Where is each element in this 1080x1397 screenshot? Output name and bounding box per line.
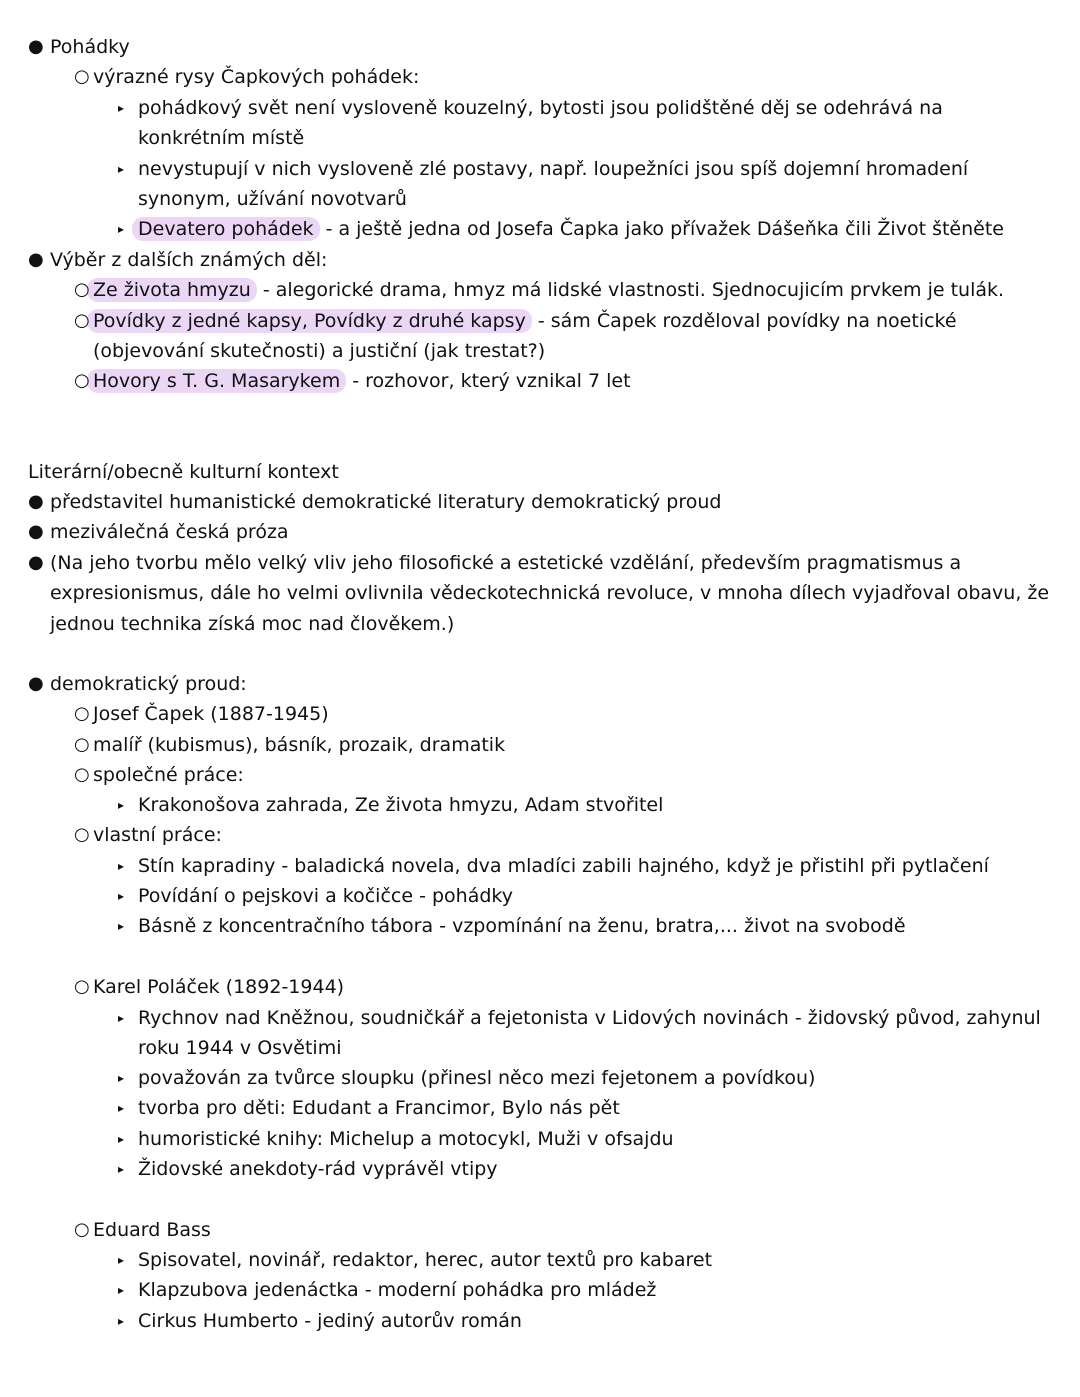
line-text: Povídání o pejskovi a kočičce - pohádky	[138, 885, 513, 907]
line-text: konkrétním místě	[138, 127, 305, 149]
bullet-icon: ●	[28, 673, 44, 694]
bullet-icon: ○	[74, 976, 90, 997]
bullet-icon: ●	[28, 552, 44, 573]
bullet-icon: ▸	[118, 1283, 125, 1297]
bullet-icon: ▸	[118, 889, 125, 903]
line-text: Židovské anekdoty-rád vyprávěl vtipy	[138, 1158, 498, 1180]
bullet-icon: ▸	[118, 162, 125, 176]
text-line	[0, 184, 1080, 214]
line-text: představitel humanistické demokratické literatury demokratický proud	[50, 491, 722, 513]
bullet-icon: ○	[74, 279, 90, 300]
list-item	[0, 548, 1080, 578]
list-item	[0, 730, 1080, 760]
bullet-icon: ▸	[118, 919, 125, 933]
bullet-icon: ○	[74, 764, 90, 785]
line-text: výrazné rysy Čapkových pohádek:	[93, 66, 420, 88]
highlighted-title: Povídky z jedné kapsy, Povídky z druhé kapsy	[87, 309, 532, 333]
bullet-icon: ●	[28, 491, 44, 512]
list-item	[0, 820, 1080, 850]
list-item	[0, 1093, 1080, 1123]
bullet-icon: ○	[74, 703, 90, 724]
text-line	[0, 123, 1080, 153]
list-item	[0, 154, 1080, 184]
line-text: synonym, užívání novotvarů	[138, 188, 407, 210]
list-item	[0, 790, 1080, 820]
line-text: malíř (kubismus), básník, prozaik, dramatik	[93, 734, 506, 756]
text-line	[0, 578, 1080, 608]
line-text: Krakonošova zahrada, Ze života hmyzu, Adam stvořitel	[138, 794, 664, 816]
line-text: Eduard Bass	[93, 1219, 211, 1241]
highlighted-title: Devatero pohádek	[132, 217, 320, 241]
line-text: - a ještě jedna od Josefa Čapka jako přívažek Dášeňka čili Život štěněte	[319, 218, 1004, 240]
list-item	[0, 881, 1080, 911]
bullet-icon: ○	[74, 310, 90, 331]
list-item	[0, 699, 1080, 729]
list-item	[0, 517, 1080, 547]
list-item	[0, 487, 1080, 517]
line-text: vlastní práce:	[93, 824, 222, 846]
bullet-icon: ○	[74, 734, 90, 755]
line-text: (Na jeho tvorbu mělo velký vliv jeho filosofické a estetické vzdělání, především pragmatismus a	[50, 552, 962, 574]
list-item	[0, 1215, 1080, 1245]
list-item	[0, 760, 1080, 790]
line-text: - sám Čapek rozděloval povídky na noetické	[531, 310, 957, 332]
line-text: Výběr z dalších známých děl:	[50, 249, 328, 271]
bullet-icon: ●	[28, 36, 44, 57]
text-line	[0, 1033, 1080, 1063]
line-text: společné práce:	[93, 764, 244, 786]
line-text: Literární/obecně kulturní kontext	[28, 461, 339, 483]
list-item	[0, 32, 1080, 62]
line-text: Josef Čapek (1887-1945)	[93, 703, 329, 725]
bullet-icon: ▸	[118, 1011, 125, 1025]
bullet-icon: ▸	[118, 1253, 125, 1267]
line-text: Klapzubova jedenáctka - moderní pohádka pro mládež	[138, 1279, 657, 1301]
line-text: nevystupují v nich vysloveně zlé postavy, např. loupežníci jsou spíš dojemní hromadení	[138, 158, 969, 180]
list-item	[0, 972, 1080, 1002]
bullet-icon: ○	[74, 66, 90, 87]
list-item	[0, 214, 1080, 244]
line-text: meziválečná česká próza	[50, 521, 289, 543]
line-text: (objevování skutečnosti) a justiční (jak trestat?)	[93, 340, 546, 362]
list-item	[0, 1003, 1080, 1033]
list-item	[0, 911, 1080, 941]
list-item	[0, 245, 1080, 275]
bullet-icon: ▸	[118, 798, 125, 812]
bullet-icon: ○	[74, 824, 90, 845]
bullet-icon: ▸	[118, 1071, 125, 1085]
bullet-icon: ▸	[118, 859, 125, 873]
list-item	[0, 1245, 1080, 1275]
line-text: považován za tvůrce sloupku (přinesl něco mezi fejetonem a povídkou)	[138, 1067, 816, 1089]
bullet-icon: ▸	[118, 1314, 125, 1328]
list-item	[0, 1154, 1080, 1184]
list-item	[0, 1306, 1080, 1336]
line-text: roku 1944 v Osvětimi	[138, 1037, 342, 1059]
line-text: - alegorické drama, hmyz má lidské vlastnosti. Sjednocujicím prvkem je tulák.	[256, 279, 1005, 301]
text-line	[0, 609, 1080, 639]
list-item	[0, 306, 1080, 336]
list-item	[0, 93, 1080, 123]
bullet-icon: ▸	[118, 222, 125, 236]
list-item	[0, 1063, 1080, 1093]
bullet-icon: ○	[74, 370, 90, 391]
highlighted-title: Hovory s T. G. Masarykem	[87, 369, 346, 393]
list-item	[0, 275, 1080, 305]
line-text: Karel Poláček (1892-1944)	[93, 976, 345, 998]
line-text: Cirkus Humberto - jediný autorův román	[138, 1310, 522, 1332]
list-item	[0, 62, 1080, 92]
bullet-icon: ▸	[118, 101, 125, 115]
line-text: pohádkový svět není vysloveně kouzelný, bytosti jsou polidštěné děj se odehrává na	[138, 97, 943, 119]
line-text: jednou technika získá moc nad člověkem.)	[50, 613, 455, 635]
list-item	[0, 1124, 1080, 1154]
line-text: Básně z koncentračního tábora - vzpomínání na ženu, bratra,... život na svobodě	[138, 915, 906, 937]
list-item	[0, 851, 1080, 881]
bullet-icon: ○	[74, 1219, 90, 1240]
bullet-icon: ●	[28, 249, 44, 270]
line-text: Spisovatel, novinář, redaktor, herec, autor textů pro kabaret	[138, 1249, 713, 1271]
text-line	[0, 457, 1080, 487]
line-text: - rozhovor, který vznikal 7 let	[346, 370, 631, 392]
line-text: expresionismus, dále ho velmi ovlivnila vědeckotechnická revoluce, v mnoha dílech vyjadřoval obavu, že	[50, 582, 1050, 604]
line-text: Rychnov nad Kněžnou, soudničkář a fejetonista v Lidových novinách - židovský původ, zahynul	[138, 1007, 1041, 1029]
bullet-icon: ▸	[118, 1162, 125, 1176]
line-text: Pohádky	[50, 36, 130, 58]
highlighted-title: Ze života hmyzu	[87, 278, 257, 302]
line-text: Stín kapradiny - baladická novela, dva mladíci zabili hajného, když je přistihl při pytlačení	[138, 855, 989, 877]
list-item	[0, 366, 1080, 396]
line-text: demokratický proud:	[50, 673, 247, 695]
line-text: tvorba pro děti: Edudant a Francimor, Bylo nás pět	[138, 1097, 620, 1119]
bullet-icon: ▸	[118, 1101, 125, 1115]
line-text: humoristické knihy: Michelup a motocykl, Muži v ofsajdu	[138, 1128, 674, 1150]
text-line	[0, 336, 1080, 366]
bullet-icon: ●	[28, 521, 44, 542]
bullet-icon: ▸	[118, 1132, 125, 1146]
list-item	[0, 1275, 1080, 1305]
list-item	[0, 669, 1080, 699]
